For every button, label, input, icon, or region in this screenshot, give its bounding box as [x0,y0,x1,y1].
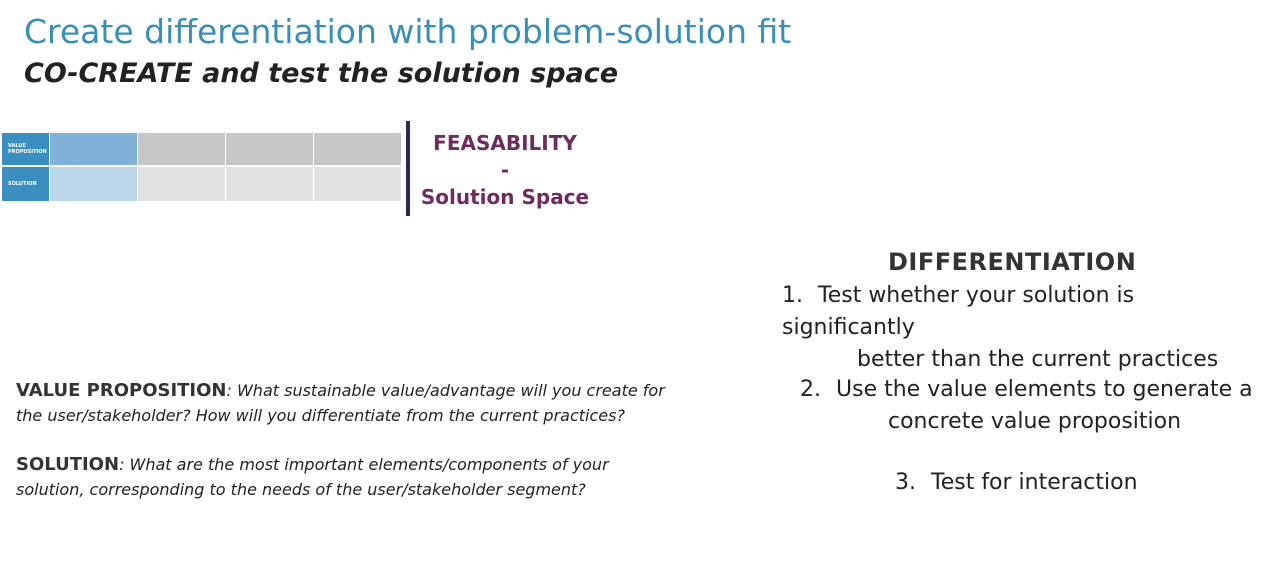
grid-cell [226,133,313,165]
grid-cell [226,167,313,201]
list-item-line2: concrete value proposition [888,409,1182,434]
differentiation-title: DIFFERENTIATION [888,248,1137,276]
list-item [782,280,1262,376]
list-item-line1: Test whether your solution is significantly [782,283,1135,340]
value-proposition-description [16,378,666,428]
grid-cell [314,167,401,201]
list-item-number: 2. [800,377,821,402]
grid-cell [138,133,225,165]
grid-cell [50,167,137,201]
list-item-number: 1. [782,283,803,308]
feasability-block [420,130,590,211]
solution-description [16,452,666,502]
feasability-separator: - [500,158,510,182]
grid-cell [314,133,401,165]
list-item [895,467,1255,499]
grid-cell [50,133,137,165]
grid-row-label-solution: SOLUTION [2,167,49,201]
list-item [800,374,1260,438]
solution-label: SOLUTION [16,454,120,475]
slide-subtitle: CO-CREATE and test the solution space [24,58,619,89]
value-proposition-label: VALUE PROPOSITION [16,380,227,401]
list-item-line1: Test for interaction [931,470,1138,495]
value-proposition-text: : What sustainable value/advantage will you create for the user/stakeholder? How will you differentiate from the current practices? [16,381,665,425]
descriptions-block [16,378,666,526]
feasability-subheading: Solution Space [420,185,590,209]
list-item-line1: Use the value elements to generate a [836,377,1253,402]
vertical-divider [406,121,410,216]
grid-row-label-value-proposition: VALUE PROPOSITION [2,133,49,165]
feasability-heading: FEASABILITY [433,131,577,155]
list-item-number: 3. [895,470,916,495]
grid-cell [138,167,225,201]
slide-title: Create differentiation with problem-solution fit [24,12,792,51]
canvas-grid-thumbnail [2,133,401,201]
list-item-line2: better than the current practices [857,347,1219,372]
solution-text: : What are the most important elements/components of your solution, corresponding to the needs of the user/stakeholder segment? [16,455,609,499]
